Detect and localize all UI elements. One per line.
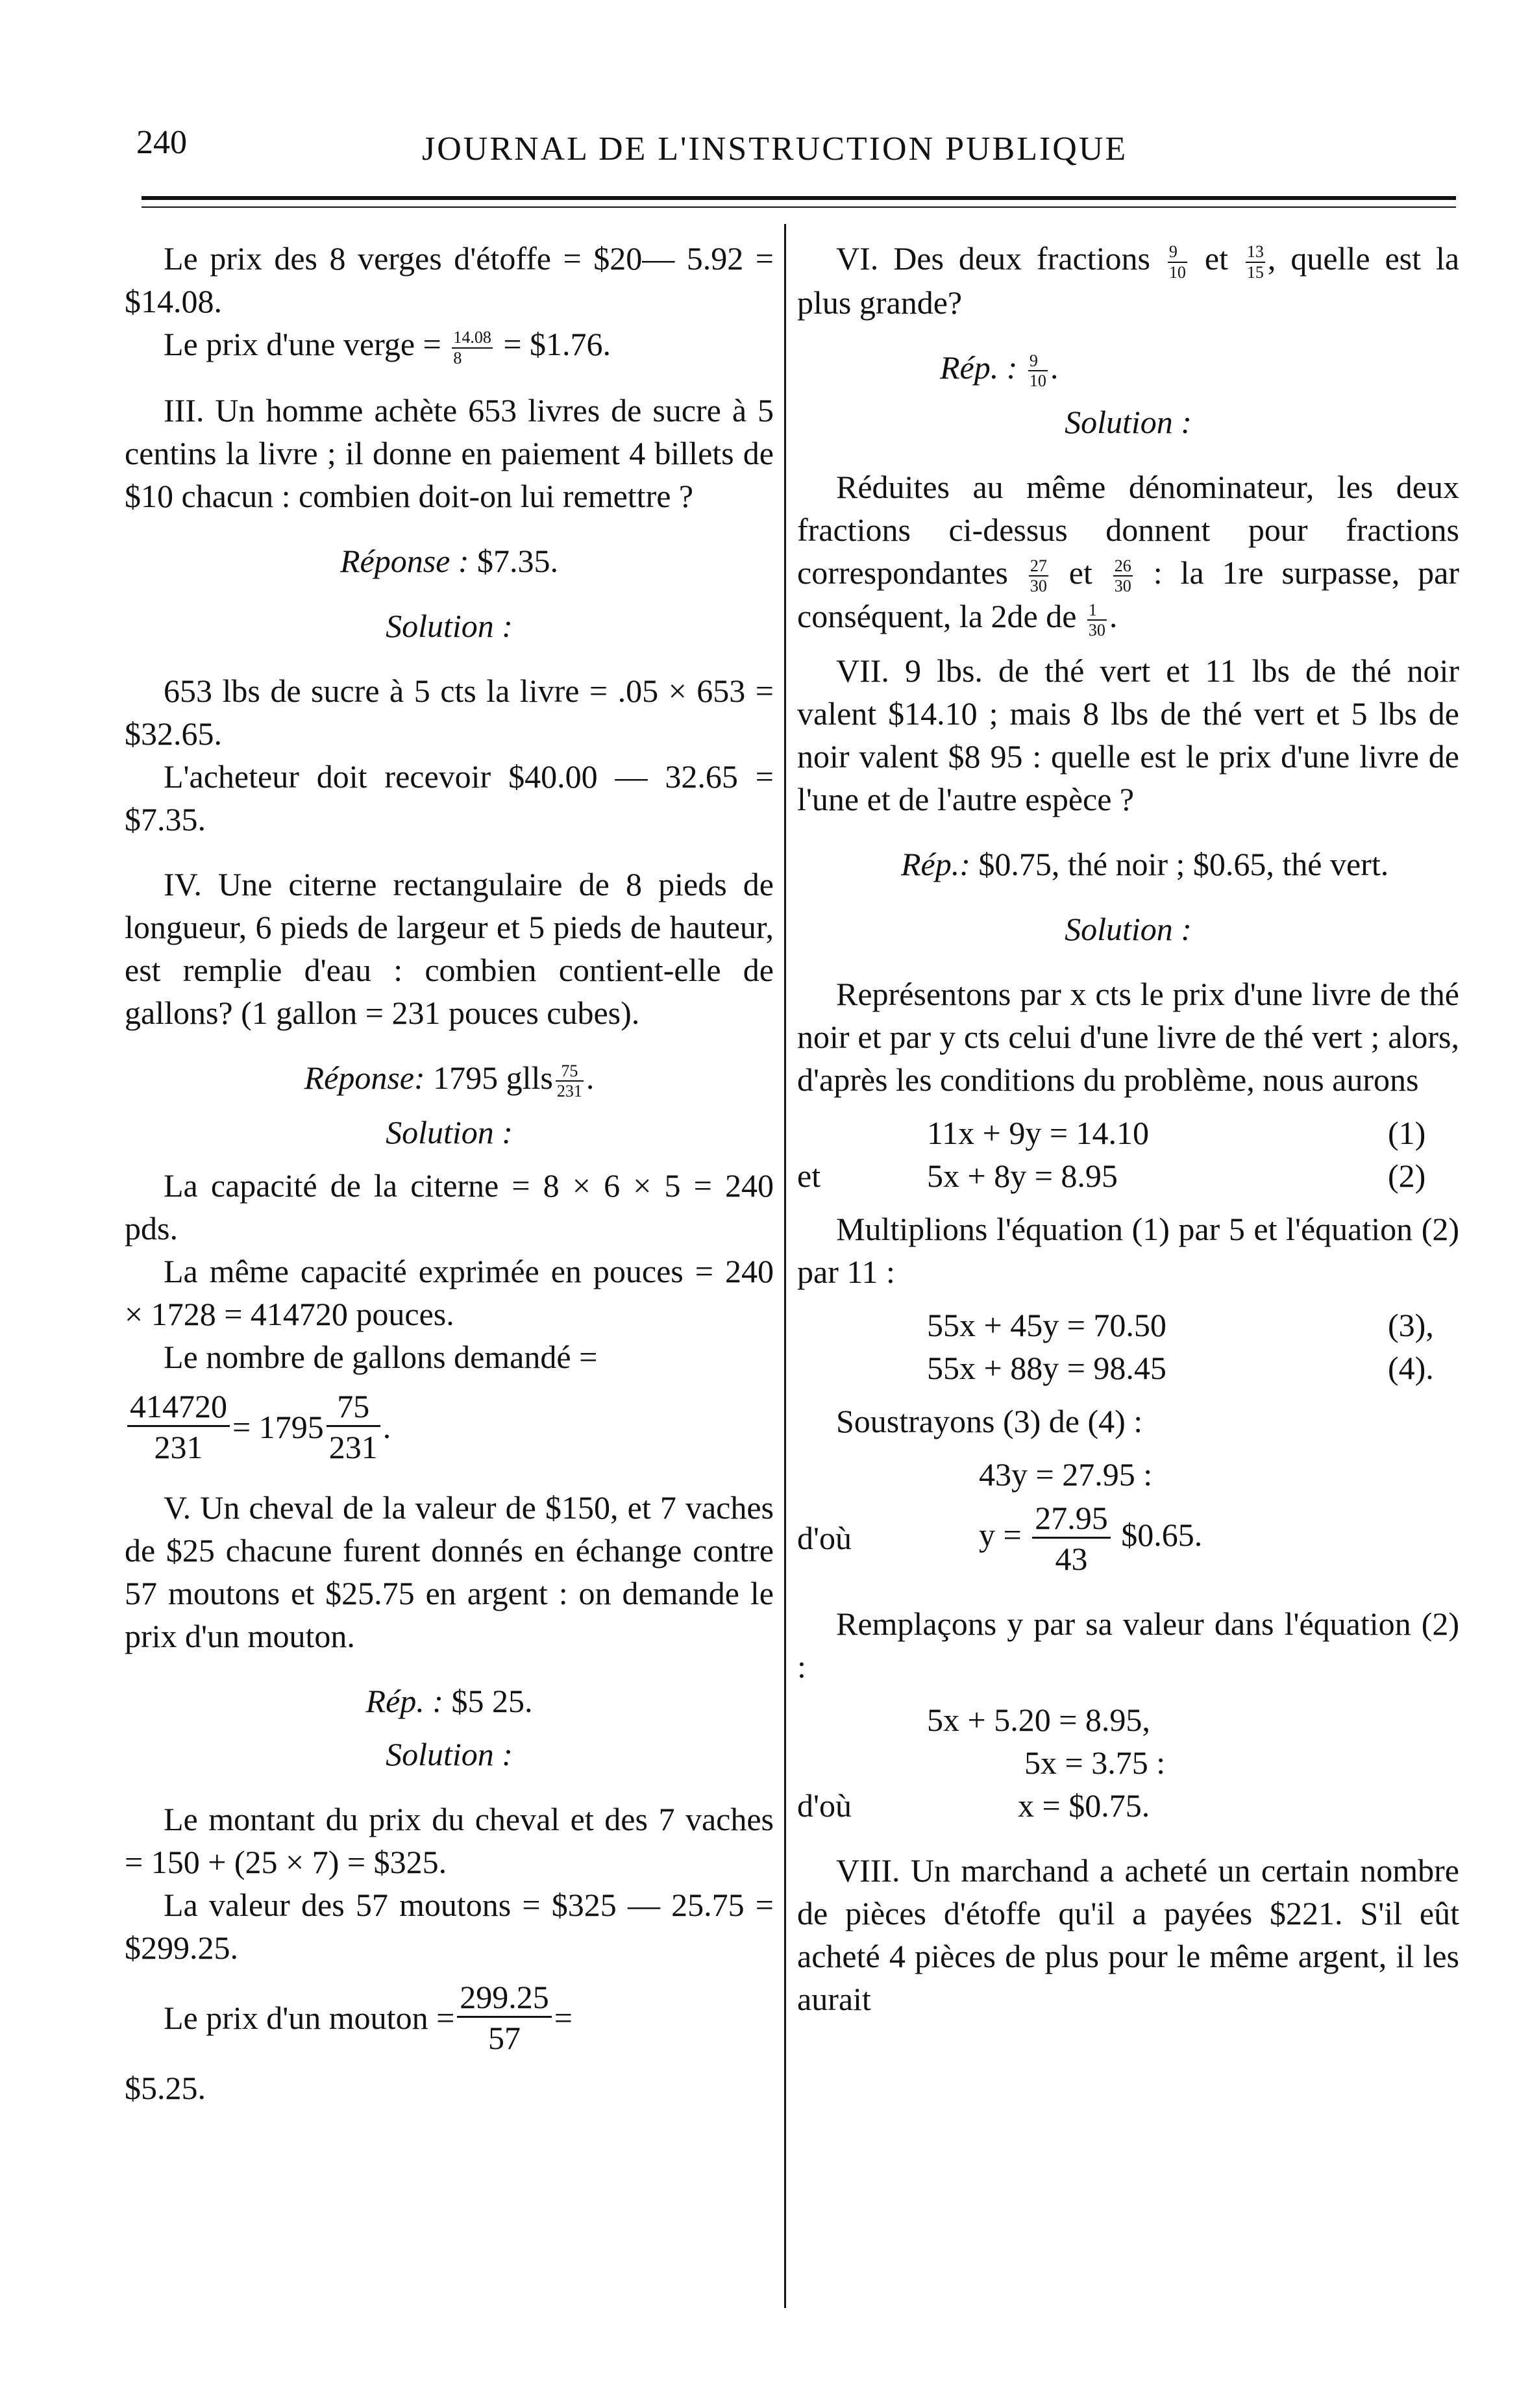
fraction-denominator: 231 xyxy=(154,1429,203,1466)
answer-label: Rép. : xyxy=(940,349,1018,386)
problem-3: III. Un homme achète 653 livres de sucre à 5 centins la livre ; il donne en paiement 4 billets de $10 chacun : combien doit-on lui remettre ? xyxy=(125,391,774,514)
solution-7-multiply: Multiplions l'équation (1) par 5 et l'équation (2) par 11 : xyxy=(797,1211,1459,1291)
fraction xyxy=(1028,352,1048,390)
header-rule xyxy=(142,196,1456,200)
equation-text: y = xyxy=(979,1516,1022,1553)
fraction xyxy=(452,329,493,367)
fraction-denominator: 57 xyxy=(488,2020,521,2057)
solution-4-line-c: Le nombre de gallons demandé = xyxy=(164,1338,598,1375)
fraction xyxy=(1032,1499,1111,1577)
fraction xyxy=(1246,243,1265,281)
left-column xyxy=(125,237,774,2109)
fraction-numerator: 13 xyxy=(1246,243,1265,262)
problem-2-line-a: Le prix des 8 verges d'étoffe = $20— 5.92 = $14.08. xyxy=(125,240,774,319)
answer-4: Réponse: 1795 glls $\frac{75}{231}$ . xyxy=(304,1059,595,1101)
answer-7 xyxy=(797,843,1459,886)
fraction xyxy=(1029,557,1048,595)
text-fragment: Le prix d'une verge = xyxy=(164,326,441,362)
solution-label: Solution : xyxy=(386,1735,513,1772)
journal-title: JOURNAL DE L'INSTRUCTION PUBLIQUE xyxy=(422,130,1128,168)
answer-value: $7.35. xyxy=(477,542,559,579)
equation-text: 5x + 5.20 = 8.95, xyxy=(927,1702,1150,1739)
solution-label: Solution : xyxy=(386,1113,513,1150)
equation-text: 5x = 3.75 : xyxy=(1024,1744,1166,1781)
fraction-denominator: 231 xyxy=(556,1082,582,1101)
fraction-denominator: 10 xyxy=(1168,262,1186,282)
fraction xyxy=(1087,601,1107,639)
right-column xyxy=(797,237,1459,2020)
text-fragment: Le prix d'un mouton = xyxy=(164,1999,455,2036)
fraction-denominator: 231 xyxy=(328,1429,378,1466)
equation-2 xyxy=(797,1154,1459,1197)
fraction-numerator: 75 xyxy=(327,1390,380,1427)
equation-4 xyxy=(797,1347,1459,1389)
solution-label: Solution : xyxy=(1065,403,1192,440)
solution-3-line-b: L'acheteur doit recevoir $40.00 — 32.65 = $7.35. xyxy=(125,758,774,838)
equation-text: 43y = 27.95 : xyxy=(979,1456,1153,1493)
answer-label: Rép. : xyxy=(365,1682,443,1719)
fraction xyxy=(556,1062,584,1100)
equation-text: 5x + 8y = 8.95 xyxy=(927,1158,1118,1195)
answer-6: Rép. : $\frac{9}{10}$ . xyxy=(940,349,1059,391)
fraction-denominator: 15 xyxy=(1246,262,1264,282)
solution-6: Réduites au même dénominateur, les deux fractions ci-dessus donnent pour fractions correspondantes $\frac{27}{30}$ et $\frac{26}{30}$ : la 1re surpasse, par conséquent, la 2de de $\frac{1}{30}$ . xyxy=(797,468,1460,640)
header-rule-thin xyxy=(142,206,1456,208)
solution-7-substitute: Remplaçons y par sa valeur dans l'équation (2) : xyxy=(797,1606,1459,1685)
fraction-denominator: 30 xyxy=(1088,621,1105,640)
solution-4-fraction-line: $\frac{414720}{231}$ = 1795 $\frac{75}{231}$ . xyxy=(125,1378,774,1476)
fraction xyxy=(327,1388,380,1466)
equation-9 xyxy=(797,1784,1459,1827)
equation-6 xyxy=(797,1496,1459,1580)
equation-text: x = $0.75. xyxy=(1018,1787,1150,1824)
fraction-numerator: 27 xyxy=(1029,557,1048,577)
solution-label: Solution : xyxy=(386,607,513,644)
answer-value: 1795 glls xyxy=(433,1059,553,1096)
answer-3 xyxy=(125,540,774,582)
text-fragment: = xyxy=(554,1999,573,2036)
answer-label: Réponse : xyxy=(339,542,469,579)
fraction-numerator: 26 xyxy=(1113,557,1133,577)
equation-5 xyxy=(797,1453,1459,1496)
answer-5 xyxy=(125,1680,774,1722)
column-divider xyxy=(784,224,786,2308)
fraction-denominator: 8 xyxy=(453,348,462,367)
text-fragment: , quelle est la plus grande? xyxy=(797,240,1460,321)
fraction-numerator: 299.25 xyxy=(457,1981,552,2018)
text-fragment: = 1795 xyxy=(232,1408,324,1445)
equation-tag: (4). xyxy=(1388,1350,1434,1387)
fraction-numerator: 75 xyxy=(556,1062,584,1082)
text-fragment: et xyxy=(1068,554,1092,591)
fraction-numerator: 9 xyxy=(1168,243,1187,262)
equation-tag: (2) xyxy=(1388,1158,1426,1195)
problem-4: IV. Une citerne rectangulaire de 8 pieds de longueur, 6 pieds de largeur et 5 pieds de hauteur, est remplie d'eau : combien contient-elle de gallons? (1 gallon = 231 pouces cubes). xyxy=(125,865,774,1031)
fraction xyxy=(1168,243,1187,281)
equation-tag: (3), xyxy=(1388,1307,1434,1344)
solution-5-line-b: La valeur des 57 moutons = $325 — 25.75 = $299.25. xyxy=(125,1886,774,1966)
equation-text: 55x + 88y = 98.45 xyxy=(927,1350,1166,1387)
solution-7-intro: Représentons par x cts le prix d'une livre de thé noir et par y cts celui d'une livre de thé vert ; alors, d'après les conditions du problème, nous aurons xyxy=(797,976,1459,1098)
equation-body xyxy=(927,1499,1459,1577)
answer-value: $0.75, thé noir ; $0.65, thé vert. xyxy=(978,846,1389,883)
equation-lead: d'où xyxy=(797,1787,852,1824)
fraction-denominator: 10 xyxy=(1029,371,1046,391)
equation-tag: (1) xyxy=(1388,1115,1426,1152)
fraction xyxy=(127,1388,230,1466)
solution-3-line-a: 653 lbs de sucre à 5 cts la livre = .05 × 653 = $32.65. xyxy=(125,672,774,752)
equation-text: $0.65. xyxy=(1121,1516,1203,1553)
equation-text: 55x + 45y = 70.50 xyxy=(927,1307,1166,1344)
answer-label: Rép.: xyxy=(901,846,970,883)
text-fragment: = $1.76. xyxy=(503,326,611,362)
text-fragment: : la 1re surpasse, par conséquent, la 2de de xyxy=(797,554,1460,635)
text-fragment: Réduites au même dénominateur, les deux fractions ci-dessus donnent pour fractions correspondantes xyxy=(797,468,1459,591)
equation-text: 11x + 9y = 14.10 xyxy=(927,1115,1150,1152)
equation-lead: d'où xyxy=(797,1520,852,1557)
fraction-numerator: 414720 xyxy=(127,1390,230,1427)
fraction-numerator: 27.95 xyxy=(1032,1502,1111,1539)
solution-5-fraction-line xyxy=(125,1969,774,2067)
text-fragment: et xyxy=(1204,240,1228,277)
fraction-numerator: 14.08 xyxy=(452,329,493,348)
problem-2-line-b xyxy=(125,323,774,367)
solution-4-line-a: La capacité de la citerne = 8 × 6 × 5 = 240 pds. xyxy=(125,1167,774,1247)
solution-4-line-b: La même capacité exprimée en pouces = 240 × 1728 = 414720 pouces. xyxy=(125,1252,774,1332)
answer-value: $5 25. xyxy=(451,1682,533,1719)
fraction-denominator: 30 xyxy=(1114,577,1131,596)
text-fragment: VI. Des deux fractions xyxy=(836,240,1150,277)
equation-1 xyxy=(797,1111,1459,1154)
equation-7 xyxy=(797,1698,1459,1741)
solution-5-line-a: Le montant du prix du cheval et des 7 vaches = 150 + (25 × 7) = $325. xyxy=(125,1800,774,1880)
solution-7-subtract: Soustrayons (3) de (4) : xyxy=(836,1403,1143,1440)
problem-6 xyxy=(797,237,1459,324)
fraction xyxy=(1113,557,1133,595)
fraction-denominator: 43 xyxy=(1055,1540,1088,1577)
fraction-denominator: 30 xyxy=(1030,577,1047,596)
problem-5: V. Un cheval de la valeur de $150, et 7 vaches de $25 chacune furent donnés en échange contre 57 moutons et $25.75 en argent : on demande le prix d'un mouton. xyxy=(125,1489,774,1654)
problem-7: VII. 9 lbs. de thé vert et 11 lbs de thé noir valent $14.10 ; mais 8 lbs de thé vert et 5 lbs de noir valent $8 95 : quelle est le prix d'une livre de l'une et de l'autre espèce ? xyxy=(797,652,1459,818)
equation-lead: et xyxy=(797,1158,821,1195)
fraction-numerator: 9 xyxy=(1028,352,1048,371)
equation-8 xyxy=(797,1741,1459,1784)
solution-5-result: $5.25. xyxy=(125,2069,206,2106)
equation-3 xyxy=(797,1304,1459,1347)
fraction-numerator: 1 xyxy=(1087,601,1107,621)
fraction xyxy=(457,1979,552,2057)
problem-8: VIII. Un marchand a acheté un certain nombre de pièces d'étoffe qu'il a payées $221. S'il eût acheté 4 pièces de plus pour le même argent, il les aurait xyxy=(797,1852,1459,2018)
answer-label: Réponse: xyxy=(304,1059,425,1096)
page-number: 240 xyxy=(136,124,187,161)
solution-label: Solution : xyxy=(1065,911,1192,948)
